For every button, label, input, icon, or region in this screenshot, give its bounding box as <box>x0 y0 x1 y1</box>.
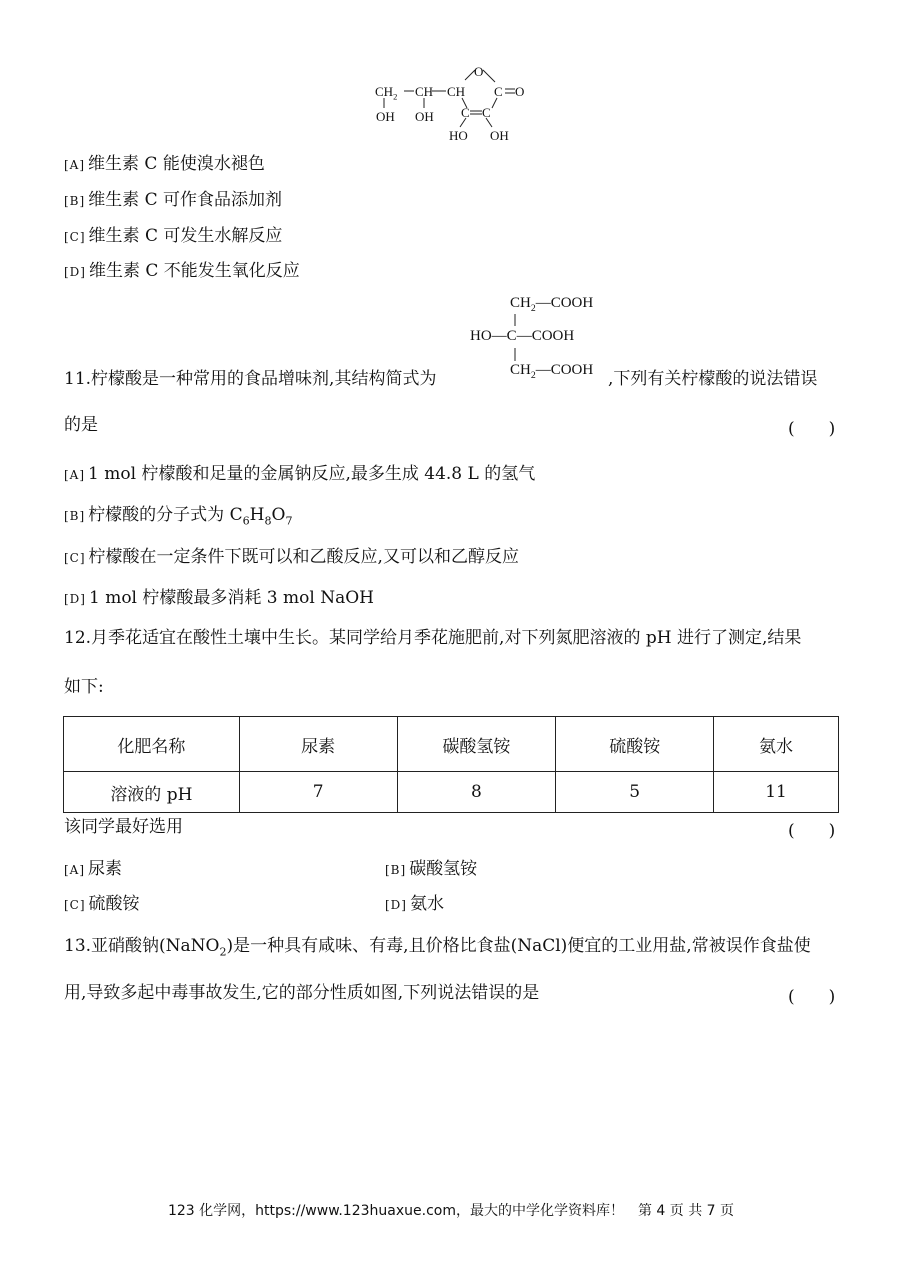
ch2-label: $CH_2$ <box>375 84 398 102</box>
table-header-cell: 碳酸氢铵 <box>397 717 556 772</box>
ring-oxygen-label: O <box>474 64 484 79</box>
q11-option-a[interactable]: [A] 1 mol 柠檬酸和足量的金属钠反应,最多生成 44.8 L 的氢气 <box>64 464 536 484</box>
hydroxyl-label: OH <box>415 109 434 124</box>
q11-stem-line2: 的是 <box>64 415 98 435</box>
q11-answer-blank[interactable]: ( ) <box>788 419 836 439</box>
q11-stem-part1: 11.柠檬酸是一种常用的食品增味剂,其结构简式为 <box>64 369 437 389</box>
table-cell: 5 <box>556 772 714 813</box>
q10-option-d[interactable]: [D] 维生素 C 不能发生氧化反应 <box>64 261 300 281</box>
table-header-cell: 化肥名称 <box>64 717 240 772</box>
table-header-cell: 尿素 <box>239 717 397 772</box>
citric-top-group: $CH_2—COOH$ <box>510 295 594 314</box>
ene-carbon-right-label: C <box>482 105 491 120</box>
q10-option-b[interactable]: [B] 维生素 C 可作食品添加剂 <box>64 190 283 210</box>
q11-option-b[interactable]: [B] 柠檬酸的分子式为 $C_6H_8O_7$ <box>64 505 293 528</box>
q10-option-a[interactable]: [A] 维生素 C 能使溴水褪色 <box>64 154 265 174</box>
q13-answer-blank[interactable]: ( ) <box>788 987 836 1007</box>
table-cell: 溶液的 pH <box>64 772 240 813</box>
ch-ring-label: CH <box>447 84 466 99</box>
q12-option-b[interactable]: [B] 碳酸氢铵 <box>385 859 478 879</box>
q12-option-a[interactable]: [A] 尿素 <box>64 859 123 879</box>
hydroxyl-label: OH <box>490 128 509 143</box>
q12-stem-line1: 12.月季花适宜在酸性土壤中生长。某同学给月季花施肥前,对下列氮肥溶液的 pH 进行了测定,结果 <box>64 628 802 648</box>
q12-option-d[interactable]: [D] 氨水 <box>385 894 444 914</box>
q13-stem-line2: 用,导致多起中毒事故发生,它的部分性质如图,下列说法错误的是 <box>64 983 540 1003</box>
ene-carbon-left-label: C <box>461 105 470 120</box>
q10-option-c[interactable]: [C] 维生素 C 可发生水解反应 <box>64 226 283 246</box>
hydroxyl-label: OH <box>376 109 395 124</box>
carbonyl-oxygen-label: O <box>515 84 525 99</box>
q12-answer-blank[interactable]: ( ) <box>788 821 836 841</box>
q11-option-d[interactable]: [D] 1 mol 柠檬酸最多消耗 3 mol NaOH <box>64 588 374 608</box>
q12-ask: 该同学最好选用 <box>64 817 183 837</box>
fertilizer-ph-table <box>63 716 839 813</box>
citric-bottom-group: $CH_2—COOH$ <box>510 362 594 381</box>
q12-stem-line2: 如下: <box>64 677 104 697</box>
q11-stem-part2: ,下列有关柠檬酸的说法错误 <box>608 369 818 389</box>
table-row <box>64 772 839 813</box>
table-header-row <box>64 717 839 772</box>
ch-label: CH <box>415 84 434 99</box>
citric-middle-group: HO—C—COOH <box>470 328 575 344</box>
table-header-cell: 氨水 <box>714 717 839 772</box>
table-header-cell: 硫酸铵 <box>556 717 714 772</box>
table-cell: 8 <box>397 772 556 813</box>
q11-option-c[interactable]: [C] 柠檬酸在一定条件下既可以和乙酸反应,又可以和乙醇反应 <box>64 547 519 567</box>
table-cell: 7 <box>239 772 397 813</box>
citric-vertical-bonds <box>512 314 518 364</box>
q13-stem-line1: 13.亚硝酸钠(NaNO$_2$)是一种具有咸味、有毒,且价格比食盐(NaCl)便宜的工业用盐,常被误作食盐使 <box>64 936 811 959</box>
hydroxyl-label: HO <box>449 128 468 143</box>
q12-option-c[interactable]: [C] 硫酸铵 <box>64 894 140 914</box>
carbonyl-carbon-label: C <box>494 84 503 99</box>
page-footer: 123 化学网，https://www.123huaxue.com，最大的中学化学资料库！ 第 4 页 共 7 页 <box>167 1203 735 1219</box>
table-cell: 11 <box>714 772 839 813</box>
